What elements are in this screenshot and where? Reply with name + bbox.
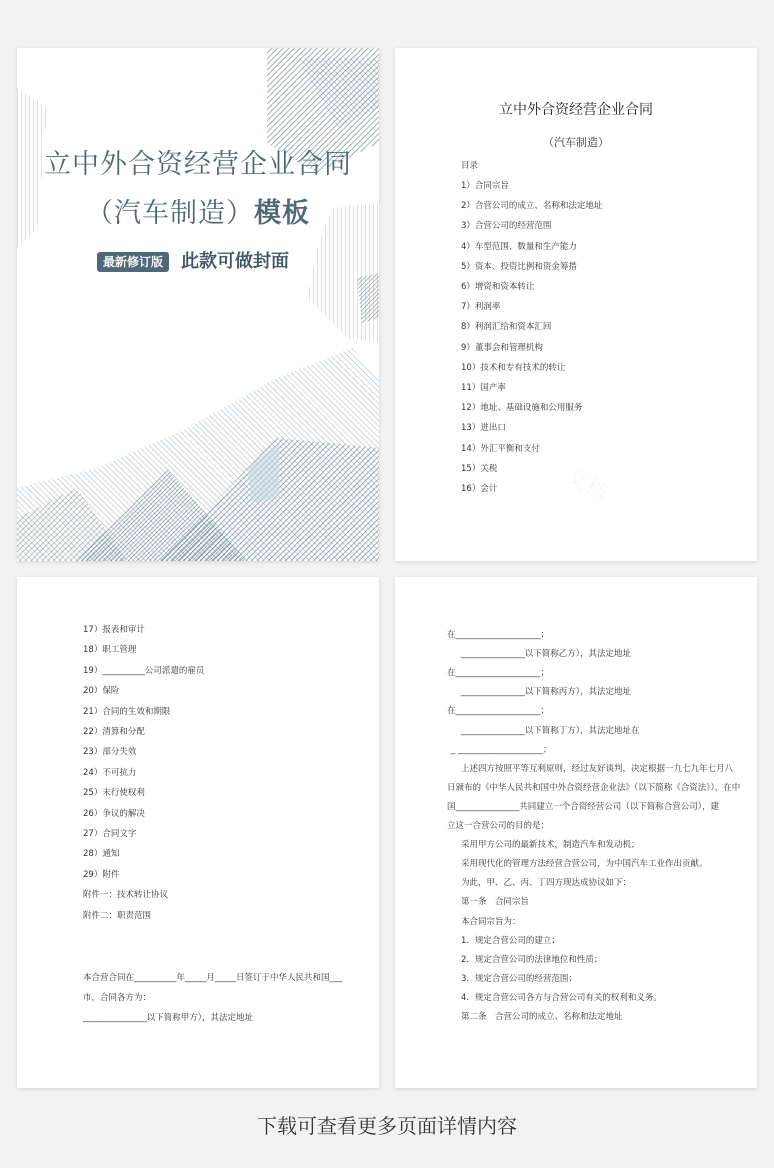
watermark — [560, 459, 614, 508]
toc-item: 27）合同文字 — [83, 829, 137, 839]
toc-item: 13）进出口 — [461, 423, 506, 434]
cover-slogan: 此款可做封面 — [181, 251, 289, 272]
party-a-line: _______________以下简称甲方），其法定地址 — [83, 1013, 254, 1023]
toc-item: 附件一：技术转让协议 — [83, 890, 169, 901]
download-more-note: 下载可查看更多页面详情内容 — [257, 1114, 517, 1138]
body-line: 日颁布的《中华人民共和国中外合资经营企业法》（以下简称《合资法》），在中 — [447, 782, 741, 793]
body-line: _______________以下简称乙方），其法定地址 — [461, 649, 632, 660]
contents-continued-page — [17, 577, 379, 1088]
toc-item: 25）未行使权利 — [83, 788, 145, 799]
document-title: 立中外合资经营企业合同 — [499, 102, 653, 118]
toc-item: 9）董事会和管理机构 — [461, 342, 543, 353]
toc-item: 18）职工管理 — [83, 645, 137, 656]
toc-item: 17）报表和审计 — [83, 625, 145, 635]
toc-item: 28）通知 — [83, 849, 120, 860]
cover-title-template: 模板 — [254, 198, 310, 229]
body-line: 在____________________； — [447, 668, 550, 679]
toc-item: 10）技术和专有技术的转让 — [461, 362, 566, 373]
contract-body-page — [395, 577, 757, 1088]
toc-item: 22）清算和分配 — [83, 727, 145, 737]
toc-item: 11）国产率 — [461, 383, 506, 393]
contract-intro-line1: 本合营合同在__________年_____月_____日签订于中华人民共和国___ — [83, 973, 343, 983]
body-line: 在____________________； — [447, 706, 550, 717]
toc-item: 16）会计 — [461, 484, 498, 494]
body-line: 第一条 合同宗旨 — [461, 897, 530, 908]
toc-item: 29）附件 — [83, 869, 120, 880]
body-line: 1．规定合营公司的建立； — [461, 935, 560, 946]
body-line: 立这一合营公司的目的是： — [447, 821, 550, 831]
body-line: 采用现代化的管理方法经营合营公司，为中国汽车工业作出贡献。 — [461, 859, 708, 870]
toc-item: 3）合营公司的经营范围 — [461, 221, 552, 232]
toc-item: 1）合同宗旨 — [461, 181, 509, 191]
cover-geometric-art — [17, 48, 379, 561]
toc-item: 附件二：职责范围 — [83, 910, 152, 921]
body-line: 本合同宗旨为： — [461, 916, 521, 927]
body-line: 采用甲方公司的最新技术，制造汽车和发动机； — [461, 840, 640, 851]
toc-item: 23）部分失效 — [83, 747, 137, 758]
toc-page — [395, 48, 757, 561]
body-line: 2．规定合营公司的法律地位和性质； — [461, 954, 603, 965]
toc-item: 24）不可抗力 — [83, 767, 137, 778]
body-line: _______________以下简称丙方），其法定地址 — [461, 687, 632, 698]
toc-item: 19）__________公司派遣的雇员 — [83, 665, 205, 676]
toc-item: 14）外汇平衡和支付 — [461, 443, 540, 454]
body-line: 3．规定合营公司的经营范围； — [461, 973, 577, 984]
toc-item: 7）利润率 — [461, 302, 501, 313]
toc-item: 12）地址、基础设施和公用服务 — [461, 403, 583, 414]
body-line: 国_______________共同建立一个合资经营公司（以下简称合营公司），建 — [447, 801, 720, 812]
cover-page — [17, 48, 379, 561]
cover-title-line1: 立中外合资经营企业合同 — [44, 149, 352, 180]
toc-item: 15）关税 — [461, 463, 498, 474]
body-line: 4．规定合营公司各方与合营公司有关的权利和义务。 — [461, 992, 662, 1003]
cover-title-subject: （汽车制造） — [86, 198, 254, 229]
body-line: 在____________________； — [447, 630, 550, 640]
cover-title-line2 — [17, 191, 379, 230]
toc-item: 26）争议的解决 — [83, 808, 145, 819]
contract-intro-line2: 市，合同各方为： — [83, 993, 152, 1003]
toc-label: 目录 — [461, 161, 479, 171]
body-line: 第二条 合营公司的成立、名称和法定地址 — [461, 1012, 623, 1022]
toc-item: 5）资本、投资比例和资金筹措 — [461, 261, 577, 272]
toc-item: 4）车型范围、数量和生产能力 — [461, 241, 577, 252]
document-subtitle: （汽车制造） — [543, 136, 609, 149]
toc-item: 2）合营公司的成立、名称和法定地址 — [461, 201, 603, 212]
toc-item: 6）增资和资本转让 — [461, 282, 535, 292]
toc-item: 8）利润汇给和资本汇回 — [461, 322, 552, 333]
toc-item: 20）保险 — [83, 686, 120, 697]
body-line: 为此，甲、乙、丙、丁四方现达成协议如下： — [461, 878, 632, 889]
body-line: _______________以下简称丁方），其法定地址在 — [461, 725, 640, 736]
toc-item: 21）合同的生效和期限 — [83, 706, 171, 717]
body-line: _ ____________________； — [451, 744, 552, 755]
body-line: 上述四方按照平等互利原则，经过友好谈判，决定根据一九七九年七月八 — [461, 763, 734, 774]
revision-badge: 最新修订版 — [97, 252, 169, 272]
